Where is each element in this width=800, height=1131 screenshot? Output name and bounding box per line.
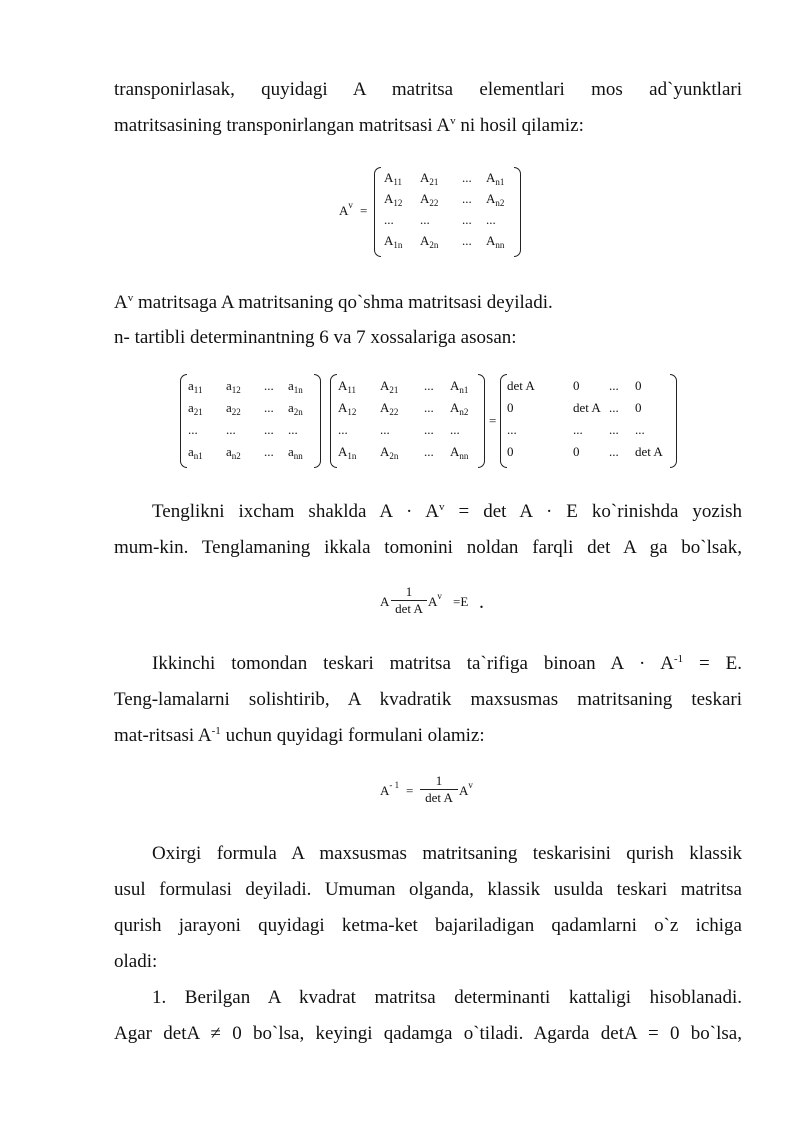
matrix-cell: ... (462, 191, 472, 206)
matrix-cell: ... (462, 170, 472, 185)
matrix-cell: 0 (635, 400, 642, 415)
paragraph-line (114, 908, 742, 944)
paragraph-line (114, 646, 742, 682)
numerator: 1 (391, 584, 427, 601)
period: . (479, 591, 484, 613)
fraction (420, 773, 458, 806)
text: uchun quyidagi formulani olamiz: (220, 725, 485, 746)
text: usul formulasi deyiladi. Umuman olganda, klassik usulda teskari matritsa (114, 879, 742, 900)
matrix-cell: ... (609, 400, 619, 415)
matrix-cell: ... (264, 400, 274, 415)
matrix-cell: 0 (507, 444, 514, 459)
matrix-cell: ... (462, 212, 472, 227)
symbol: A (380, 594, 390, 609)
superscript: v (439, 501, 445, 513)
matrix-cell: $a_{22}$ (226, 400, 241, 417)
matrix-cell: $A_{n1}$ (486, 170, 505, 187)
symbol: =E (453, 594, 469, 609)
matrix-cell: ... (264, 444, 274, 459)
matrix-cell: $a_{2n}$ (288, 400, 303, 417)
text: transponirlasak, quyidagi A matritsa elementlari mos ad`yunktlari (114, 79, 742, 100)
matrix-cell: $A_{21}$ (420, 170, 439, 187)
matrix-cell: ... (507, 422, 517, 437)
matrix-cell: $a_{n2}$ (226, 444, 241, 461)
text: matritsaga A matritsaning qo`shma matritsasi deyiladi. (133, 292, 553, 313)
paragraph-line (114, 285, 742, 321)
matrix-cell: $A_{12}$ (384, 191, 403, 208)
matrix-cell: $a_{11}$ (188, 378, 203, 395)
right-parenthesis (314, 374, 321, 468)
text: Oxirgi formula A maxsusmas matritsaning teskarisini qurish klassik (152, 843, 742, 864)
matrix-cell: $A_{n2}$ (486, 191, 505, 208)
matrix-cell: ... (188, 422, 198, 437)
matrix-cell: $A_{2n}$ (420, 233, 439, 250)
matrix-cell: det A (573, 400, 601, 415)
superscript: -1 (211, 725, 221, 737)
matrix-cell: ... (462, 233, 472, 248)
text: = det A · E ko`rinishda yozish (444, 501, 742, 522)
matrix-cell: $A_{22}$ (420, 191, 439, 208)
equals-sign: = (360, 203, 368, 218)
text: oladi: (114, 951, 158, 972)
symbol: $A^v$ (459, 780, 473, 798)
equals-sign: = (406, 783, 414, 798)
denominator: det A (425, 790, 453, 805)
matrix-cell: 0 (635, 378, 642, 393)
matrix-cell: ... (424, 422, 434, 437)
text: n- tartibli determinantning 6 va 7 xossalariga asosan: (114, 327, 517, 348)
text: Agar detA ≠ 0 bo`lsa, keyingi qadamga o`tiladi. Agarda detA = 0 bo`lsa, (114, 1023, 742, 1044)
matrix-cell: $a_{nn}$ (288, 444, 303, 461)
matrix-cell: $A_{11}$ (384, 170, 403, 187)
matrix-cell: $A_{22}$ (380, 400, 399, 417)
matrix-cell: det A (507, 378, 535, 393)
matrix-cell: ... (420, 212, 430, 227)
numerator: 1 (420, 773, 458, 790)
paragraph-line (114, 108, 742, 144)
text: mat-ritsasi A (114, 725, 212, 746)
text: Ikkinchi tomondan teskari matritsa ta`rifiga binoan A · A (152, 653, 674, 674)
paragraph-line (114, 1016, 742, 1052)
equals-sign: = (489, 413, 497, 428)
matrix-cell: $A_{1n}$ (338, 444, 357, 461)
matrix-cell: $a_{12}$ (226, 378, 241, 395)
paragraph-line (114, 530, 742, 566)
matrix-cell: ... (264, 378, 274, 393)
matrix-cell: $A_{n2}$ (450, 400, 469, 417)
text: A (114, 292, 128, 313)
matrix-cell: ... (424, 444, 434, 459)
left-parenthesis (180, 374, 187, 468)
right-parenthesis (670, 374, 677, 468)
matrix-cell: $A_{2n}$ (380, 444, 399, 461)
left-parenthesis (374, 167, 381, 257)
matrix-cell: 0 (573, 378, 580, 393)
matrix-cell: 0 (507, 400, 514, 415)
matrix-cell: $A_{12}$ (338, 400, 357, 417)
denominator: det A (395, 601, 423, 616)
matrix-cell: ... (609, 422, 619, 437)
text: = E. (683, 653, 742, 674)
matrix-cell: ... (573, 422, 583, 437)
paragraph-line (114, 718, 742, 754)
paragraph-line (114, 320, 742, 356)
matrix-cell: 0 (573, 444, 580, 459)
paragraph-line (114, 836, 742, 872)
matrix-cell: ... (384, 212, 394, 227)
symbol: $A^v$ (428, 591, 442, 609)
paragraph-line (114, 494, 742, 530)
matrix-cell: $A_{nn}$ (450, 444, 469, 461)
matrix-cell: ... (450, 422, 460, 437)
superscript: -1 (673, 653, 684, 665)
matrix-cell: $A_{n1}$ (450, 378, 469, 395)
text: 1. Berilgan A kvadrat matritsa determinanti kattaligi hisoblanadi. (152, 987, 742, 1008)
left-parenthesis (330, 374, 337, 468)
superscript: v (450, 115, 456, 127)
text: ni hosil qilamiz: (455, 115, 584, 136)
matrix-cell: det A (635, 444, 663, 459)
matrix-cell: $A_{11}$ (338, 378, 357, 395)
matrix-cell: ... (288, 422, 298, 437)
matrix-cell: ... (338, 422, 348, 437)
matrix-cell: $a_{1n}$ (288, 378, 303, 395)
paragraph-line (114, 682, 742, 718)
matrix-cell: ... (264, 422, 274, 437)
matrix-cell: $a_{n1}$ (188, 444, 203, 461)
matrix-cell: ... (609, 444, 619, 459)
paragraph-line (114, 72, 742, 108)
matrix-cell: $A_{21}$ (380, 378, 399, 395)
eq1-lhs: $A^v$ (339, 200, 353, 218)
text: Tenglikni ixcham shaklda A · A (152, 501, 440, 522)
paragraph-line (114, 980, 742, 1016)
matrix-cell: ... (424, 400, 434, 415)
left-parenthesis (500, 374, 507, 468)
superscript: v (127, 292, 134, 304)
matrix-cell: ... (635, 422, 645, 437)
paragraph-line (114, 872, 742, 908)
matrix-cell: ... (226, 422, 236, 437)
matrix-cell: ... (486, 212, 496, 227)
paragraph-line (114, 944, 742, 980)
matrix-cell: ... (380, 422, 390, 437)
matrix-cell: ... (609, 378, 619, 393)
symbol: $A^{- 1}$ (380, 780, 400, 798)
matrix-cell: $A_{1n}$ (384, 233, 403, 250)
text: mum-kin. Tenglamaning ikkala tomonini noldan farqli det A ga bo`lsak, (114, 537, 742, 558)
text: matritsasining transponirlangan matritsasi A (114, 115, 451, 136)
right-parenthesis (478, 374, 485, 468)
text: qurish jarayoni quyidagi ketma-ket bajariladigan qadamlarni o`z ichiga (114, 915, 742, 936)
matrix-cell: $a_{21}$ (188, 400, 203, 417)
text: Teng-lamalarni solishtirib, A kvadratik maxsusmas matritsaning teskari (114, 689, 742, 710)
matrix-cell: ... (424, 378, 434, 393)
matrix-cell: $A_{nn}$ (486, 233, 505, 250)
right-parenthesis (514, 167, 521, 257)
fraction (391, 584, 427, 617)
